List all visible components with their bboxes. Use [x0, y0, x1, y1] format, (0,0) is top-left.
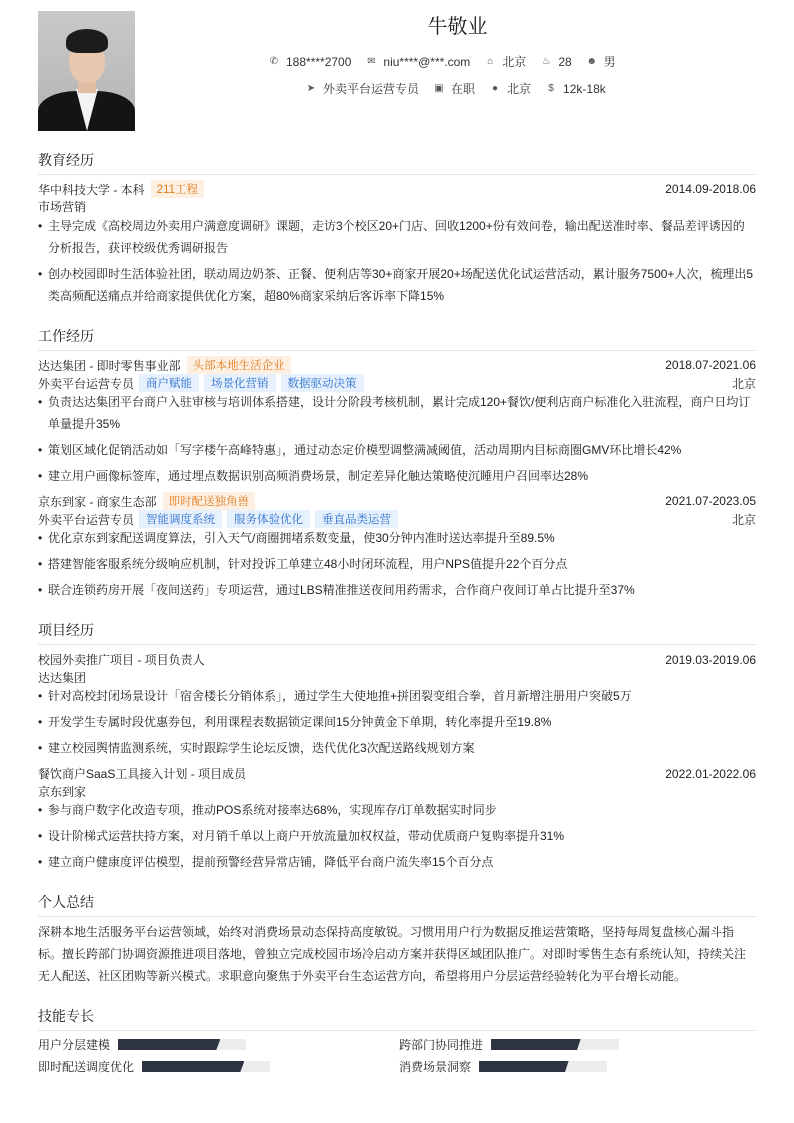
gender-icon: ☻ [586, 56, 597, 67]
school-name: 华中科技大学 - 本科 [38, 182, 145, 197]
phone-icon: ✆ [269, 56, 279, 67]
skill-bar [118, 1039, 246, 1050]
mail-icon: ✉ [367, 56, 376, 67]
salary-text: 12k-18k [563, 81, 606, 96]
company-name: 京东到家 - 商家生态部 [38, 494, 157, 509]
list-item: • 搭建智能客服系统分级响应机制，针对投诉工单建立48小时闭环流程，用户NPS值提升22个百分点 [38, 553, 756, 575]
salary-icon: $ [548, 83, 554, 94]
list-item: • 建立用户画像标签库，通过埋点数据识别高频消费场景，制定差异化触达策略使沉睡用户召回率达28% [38, 465, 756, 487]
project-date: 2019.03-2019.06 [665, 652, 756, 667]
hometown-text: 北京 [502, 55, 527, 69]
project-org: 京东到家 [38, 785, 87, 799]
major: 市场营销 [38, 200, 87, 214]
work-date: 2018.07-2021.06 [665, 358, 756, 372]
project-org: 达达集团 [38, 671, 87, 685]
project-date: 2022.01-2022.06 [665, 766, 756, 781]
skill-bar [142, 1061, 270, 1072]
location-icon: ● [492, 83, 499, 94]
send-icon: ➤ [306, 83, 316, 94]
list-item: • 开发学生专属时段优惠券包，利用课程表数据锁定课间15分钟黄金下单期，转化率提升至19.8% [38, 711, 756, 733]
skill-level [491, 1039, 581, 1050]
skill-item [38, 1036, 246, 1053]
work-header [38, 492, 756, 510]
list-item: • 针对高校封闭场景设计「宿舍楼长分销体系」，通过学生大使地推+拼团裂变组合拳，首月新增注册用户突破5万 [38, 685, 756, 707]
skill-level [479, 1061, 569, 1072]
education-date: 2014.09-2018.06 [665, 182, 756, 196]
list-item: • 负责达达集团平台商户入驻审核与培训体系搭建，设计分阶段考核机制，累计完成120+餐饮/便利店商户标准化入驻流程，商户日均订单量提升35% [38, 391, 756, 435]
summary-title: 个人总结 [38, 892, 756, 917]
company-name: 达达集团 - 即时零售事业部 [38, 358, 181, 373]
skill-tag: 服务体验优化 [227, 510, 310, 528]
skill-tag: 场景化营销 [204, 374, 276, 392]
company-tag: 头部本地生活企业 [187, 356, 291, 374]
skill-item [38, 1058, 270, 1075]
project-name: 校园外卖推广项目 - 项目负责人 [38, 653, 205, 667]
skill-item [399, 1036, 619, 1053]
skill-tag: 数据驱动决策 [281, 374, 364, 392]
list-item: • 设计阶梯式运营扶持方案，对月销千单以上商户开放流量加权权益，带动优质商户复购率提升31% [38, 825, 756, 847]
work-city: 北京 [731, 512, 756, 527]
list-item: • 参与商户数字化改造专项，推动POS系统对接率达68%，实现库存/订单数据实时同步 [38, 799, 756, 821]
candidate-name: 牛敬业 [427, 16, 488, 38]
school-tag: 211工程 [151, 180, 204, 198]
skill-tag: 商户赋能 [139, 374, 199, 392]
education-title: 教育经历 [38, 150, 756, 175]
project-name: 餐饮商户SaaS工具接入计划 - 项目成员 [38, 767, 247, 781]
list-item: • 主导完成《高校周边外卖用户满意度调研》课题，走访3个校区20+门店、回收1200+份有效问卷，输出配送准时率、餐品差评诱因的分析报告，获评校级优秀调研报告 [38, 215, 756, 259]
skill-bar [479, 1061, 607, 1072]
target-job-text: 外卖平台运营专员 [323, 82, 420, 96]
list-item: • 策划区域化促销活动如「写字楼午高峰特惠」，通过动态定价模型调整满减阈值，活动周期内目标商圈GMV环比增长42% [38, 439, 756, 461]
project-header [38, 651, 756, 668]
work-role: 外卖平台运营专员 [38, 512, 135, 527]
list-item: • 建立商户健康度评估模型，提前预警经营异常店铺，降低平台商户流失率15个百分点 [38, 851, 756, 873]
skill-bar [491, 1039, 619, 1050]
company-tag: 即时配送独角兽 [163, 492, 256, 510]
skill-name: 跨部门协同推进 [399, 1038, 484, 1052]
city-text: 北京 [507, 82, 532, 96]
project-header [38, 765, 756, 782]
skill-name: 用户分层建模 [38, 1038, 111, 1052]
work-role: 外卖平台运营专员 [38, 376, 135, 391]
work-title: 工作经历 [38, 326, 756, 351]
email-text: niu****@***.com [383, 54, 471, 69]
skill-name: 即时配送调度优化 [38, 1060, 135, 1074]
skills-title: 技能专长 [38, 1006, 756, 1031]
summary-text: 深耕本地生活服务平台运营领域，始终对消费场景动态保持高度敏锐。习惯用用户行为数据反推运营策略，坚持每周复盘核心漏斗指标。擅长跨部门协调资源推进项目落地，曾独立完成校园市场冷启动方案并获得区域团队推广。对即时零售生态有系统认知，持续关注无人配送、社区团购等新兴模式。求职意向聚焦于外卖平台生态运营方向，希望将用户分层运营经验转化为平台增长动能。 [38, 925, 747, 983]
intent-row [305, 80, 606, 97]
skill-item [399, 1058, 607, 1075]
briefcase-icon: ▣ [434, 83, 444, 94]
home-icon: ⌂ [487, 56, 494, 67]
contact-row [268, 53, 616, 70]
project-title: 项目经历 [38, 620, 756, 645]
status-text: 在职 [451, 82, 476, 96]
education-header [38, 180, 756, 198]
skill-tag: 垂直品类运营 [315, 510, 398, 528]
list-item: • 建立校园舆情监测系统，实时跟踪学生论坛反馈，迭代优化3次配送路线规划方案 [38, 737, 756, 759]
work-date: 2021.07-2023.05 [665, 494, 756, 508]
work-role-row [38, 510, 756, 528]
list-item: • 优化京东到家配送调度算法，引入天气/商圈拥堵系数变量，使30分钟内准时送达率提升至89.5% [38, 527, 756, 549]
skill-level [142, 1061, 244, 1072]
skill-name: 消费场景洞察 [399, 1060, 472, 1074]
gender-text: 男 [603, 55, 616, 69]
phone-text: 188****2700 [286, 54, 352, 69]
age-text: 28 [558, 54, 572, 69]
work-header [38, 356, 756, 374]
skill-tag: 智能调度系统 [139, 510, 222, 528]
skill-level [118, 1039, 220, 1050]
work-role-row [38, 374, 756, 392]
list-item: • 联合连锁药房开展「夜间送药」专项运营，通过LBS精准推送夜间用药需求，合作商户夜间订单占比提升至37% [38, 579, 756, 601]
list-item: • 创办校园即时生活体验社团，联动周边奶茶、正餐、便利店等30+商家开展20+场配送优化试运营活动，累计服务7500+人次，梳理出5类高频配送痛点并给商家提供优化方案，超80%商家采纳后客诉率下降15% [38, 263, 756, 307]
cake-icon: ♨ [541, 56, 551, 67]
work-city: 北京 [731, 376, 756, 391]
